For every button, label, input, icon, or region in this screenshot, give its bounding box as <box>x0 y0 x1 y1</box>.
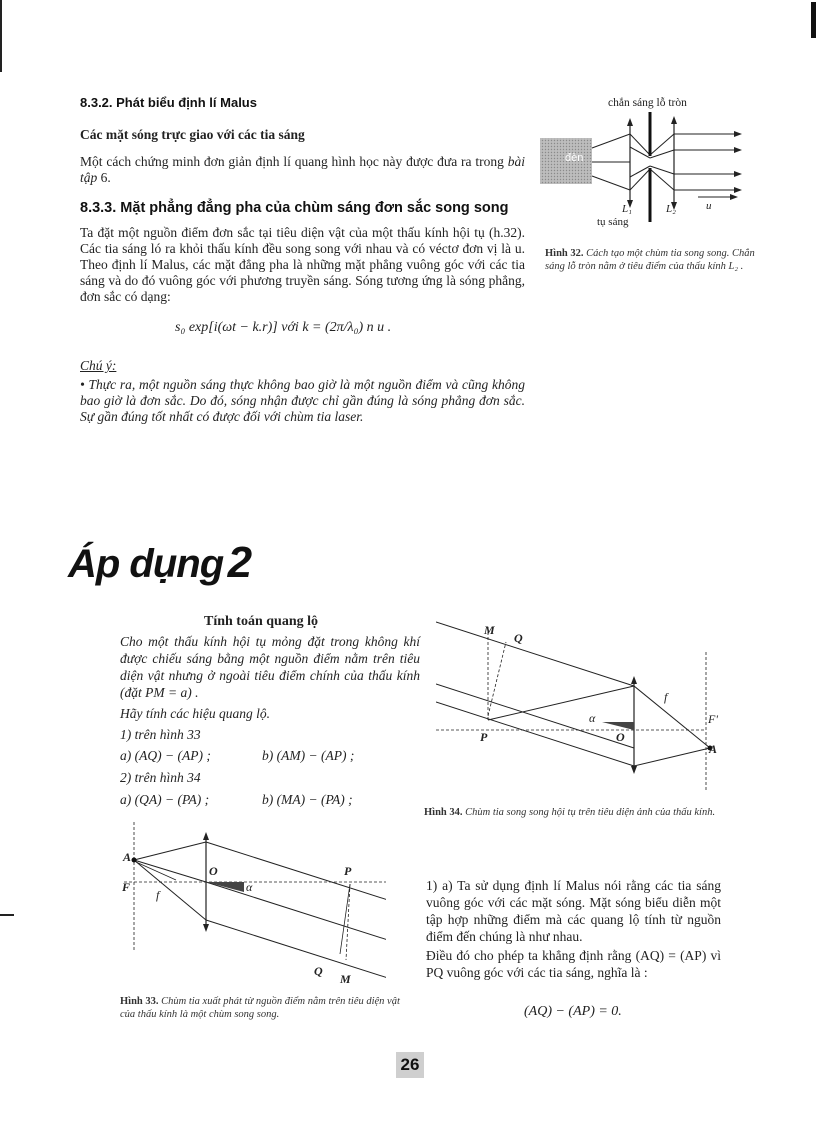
section-832-text <box>80 154 525 186</box>
fig33-alpha: α <box>246 880 253 894</box>
section-832-text-a: Một cách chứng minh đơn giản định lí quang hình học này được đưa ra trong <box>80 154 504 169</box>
figure-34-caption-num: Hình 34. <box>424 807 463 818</box>
figure-32-diagram <box>538 112 748 232</box>
fig34-alpha: α <box>589 711 596 725</box>
q1b: b) (AM) − (AP) ; <box>262 748 355 763</box>
corner-mark <box>0 0 2 72</box>
figure-33-diagram <box>116 822 386 992</box>
figure-33-caption-num: Hình 33. <box>120 996 159 1007</box>
edge-tick <box>0 914 14 916</box>
fig34-F: F' <box>708 712 718 726</box>
section-833-title: 8.3.3. Mặt phẳng đẳng pha của chùm sáng đơn sắc song song <box>80 200 509 216</box>
wave-formula: s₀ exp[i(ωt − k.r)] với k = (2π/λ₀) n u . <box>175 320 392 335</box>
fig34-Q: Q <box>514 631 523 645</box>
section-832-title: 8.3.2. Phát biểu định lí Malus <box>80 95 257 110</box>
figure-33-caption <box>120 995 400 1021</box>
fig33-P: P <box>344 864 352 878</box>
fig34-M: M <box>484 623 495 637</box>
q2-label: 2) trên hình 34 <box>120 770 201 785</box>
fig34-O: O <box>616 730 625 744</box>
figure-32-caption-num: Hình 32. <box>545 248 584 259</box>
fig33-A: A <box>123 850 132 864</box>
fig34-f: f <box>664 690 668 704</box>
fig34-A: A <box>709 742 718 756</box>
fig33-M: M <box>340 972 351 986</box>
answer-text-2: Điều đó cho phép ta khẳng định rằng (AQ) = (AP) vì PQ vuông góc với các tia sáng, nghĩa là : <box>426 948 721 980</box>
l2-label: L₂ <box>666 203 676 215</box>
right-edge-mark <box>811 2 816 38</box>
apdung-big: Áp dụng <box>68 542 224 586</box>
answer-equation: (AQ) − (AP) = 0. <box>524 1004 622 1019</box>
apdung-heading <box>68 538 252 608</box>
q1-label: 1) trên hình 33 <box>120 727 201 742</box>
answer-text: 1) a) Ta sử dụng định lí Malus nói rằng các tia sáng vuông góc với các mặt sóng. Mặt sóng biểu diễn một tập hợp những điểm mà các quang lộ tính từ nguồn điểm đến chúng là như nhau. <box>426 878 721 944</box>
note-text: • Thực ra, một nguồn sáng thực không bao giờ là một nguồn điểm và cũng không bao giờ là đơn sắc. Do đó, sóng nhận được chỉ gần đúng là sóng phẳng đơn sắc. Sự gần đúng tốt nhất có được đối với chùm tia laser. <box>80 377 525 424</box>
section-833-paragraph: Ta đặt một nguồn điểm đơn sắc tại tiêu diện vật của một thấu kính hội tụ (h.32). Các tia sáng ló ra khỏi thấu kính đều song song với nhau và có véctơ đơn vị là u. Theo định lí Malus, các mặt đẳng pha là những mặt phẳng vuông góc với các tia sáng và do đó vuông góc với phương truyền sáng. Sóng tương ứng là sóng phẳng, đơn sắc có dạng: <box>80 225 525 304</box>
lens-label: tụ sáng <box>597 216 629 228</box>
fig33-Q: Q <box>314 964 323 978</box>
apdung-ask: Hãy tính các hiệu quang lộ. <box>120 706 270 721</box>
figure-32-caption <box>545 247 755 273</box>
fig33-O: O <box>209 864 218 878</box>
figure-33-caption-text: Chùm tia xuất phát từ nguồn điểm nằm trên tiêu diện vật của thấu kính là một chùm song song. <box>120 996 400 1020</box>
note-label: Chú ý: <box>80 358 117 373</box>
u-label: u <box>706 200 712 212</box>
figure-34-caption-text: Chùm tia song song hội tụ trên tiêu diện ảnh của thấu kính. <box>465 807 716 818</box>
q2a: a) (QA) − (PA) ; <box>120 792 210 807</box>
apdung-title: Tính toán quang lộ <box>204 614 318 629</box>
lamp-label: đèn <box>565 152 584 164</box>
figure-32-caption-text: Cách tạo một chùm tia song song. Chắn sáng lỗ tròn nằm ở tiêu điểm của thấu kính L₂ . <box>545 248 755 272</box>
fig33-f: f <box>156 888 160 902</box>
q2b: b) (MA) − (PA) ; <box>262 792 353 807</box>
section-832-text-b: 6. <box>97 170 111 185</box>
apdung-number: 2 <box>227 538 253 587</box>
fig33-F: F <box>122 880 131 894</box>
figure-34-diagram <box>436 612 726 802</box>
l1-label: L₁ <box>622 203 632 215</box>
figure-32-top-label: chắn sáng lỗ tròn <box>608 97 687 109</box>
section-832-subtitle: Các mặt sóng trực giao với các tia sáng <box>80 127 305 142</box>
exercise-ref: bài tập <box>80 154 525 185</box>
fig34-P: P <box>480 730 488 744</box>
page-number: 26 <box>396 1052 424 1078</box>
q1a: a) (AQ) − (AP) ; <box>120 748 211 763</box>
apdung-intro: Cho một thấu kính hội tụ mỏng đặt trong không khí được chiếu sáng bằng một nguồn điểm nằm trên tiêu diện vật nhưng ở ngoài tiêu điểm chính của thấu kính (đặt PM = a) . <box>120 634 420 700</box>
figure-34-caption <box>424 806 724 819</box>
